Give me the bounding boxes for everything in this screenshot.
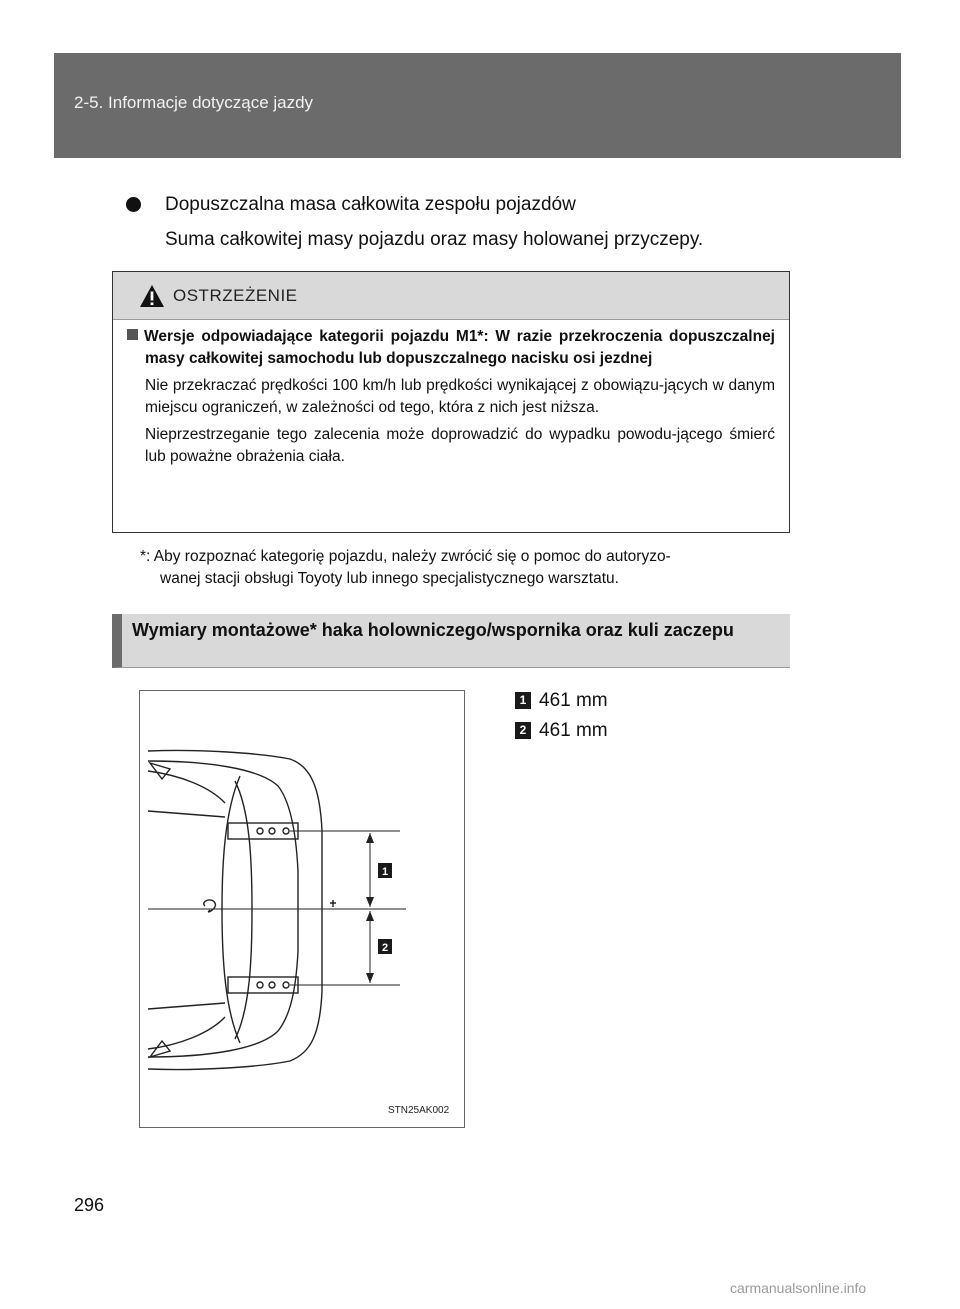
measurement-value: 461 mm: [539, 690, 608, 711]
footnote-line-2: wanej stacji obsługi Toyoty lub innego specjalistycznego warsztatu.: [160, 570, 619, 587]
section-breadcrumb: 2-5. Informacje dotyczące jazdy: [74, 93, 314, 112]
number-badge: 2: [515, 722, 531, 739]
section-title: Wymiary montażowe* haka holowniczego/wspornika oraz kuli zaczepu: [132, 620, 734, 640]
number-badge: 1: [515, 692, 531, 709]
bullet-dot-icon: [126, 197, 141, 212]
square-bullet-icon: [127, 329, 138, 340]
warning-paragraph-2: Nieprzestrzeganie tego zalecenia może doprowadzić do wypadku powodu-jącego śmierć lub poważne obrażenia ciała.: [145, 426, 775, 465]
bullet-description: Suma całkowitej masy pojazdu oraz masy holowanej przyczepy.: [165, 229, 704, 250]
diagram-label-1: 1: [381, 866, 389, 878]
figure-code: STN25AK002: [388, 1105, 450, 1116]
footnote: [140, 546, 800, 590]
warning-header: [113, 272, 789, 320]
footnote-line-1: *: Aby rozpoznać kategorię pojazdu, należy zwrócić się o pomoc do autoryzo-: [140, 548, 671, 565]
page-number: 296: [74, 1195, 105, 1215]
measurement-item: [515, 690, 608, 712]
warning-box: [112, 271, 790, 533]
measurement-value: 461 mm: [539, 720, 608, 741]
warning-body: [127, 326, 775, 468]
warning-triangle-icon: [139, 284, 165, 308]
car-front-illustration: [140, 691, 466, 1129]
warning-label: OSTRZEŻENIE: [173, 286, 298, 305]
warning-paragraph-1: Nie przekraczać prędkości 100 km/h lub prędkości wynikającej z obowiązu-jących w danym miejscu ograniczeń, w zależności od tego, która z nich jest niższa.: [145, 377, 775, 416]
section-heading: [112, 614, 790, 668]
header-bar: [54, 53, 901, 158]
warning-subheading: Wersje odpowiadające kategorii pojazdu M1*: W razie przekroczenia dopuszczalnej masy całkowitej samochodu lub dopuszczalnego nacisku osi jezdnej: [127, 326, 775, 370]
watermark: carmanualsonline.info: [730, 1280, 867, 1296]
diagram-label-2: 2: [381, 942, 389, 954]
hitch-diagram: [139, 690, 465, 1128]
measurement-item: [515, 720, 608, 742]
bullet-title: Dopuszczalna masa całkowita zespołu pojazdów: [165, 194, 576, 215]
